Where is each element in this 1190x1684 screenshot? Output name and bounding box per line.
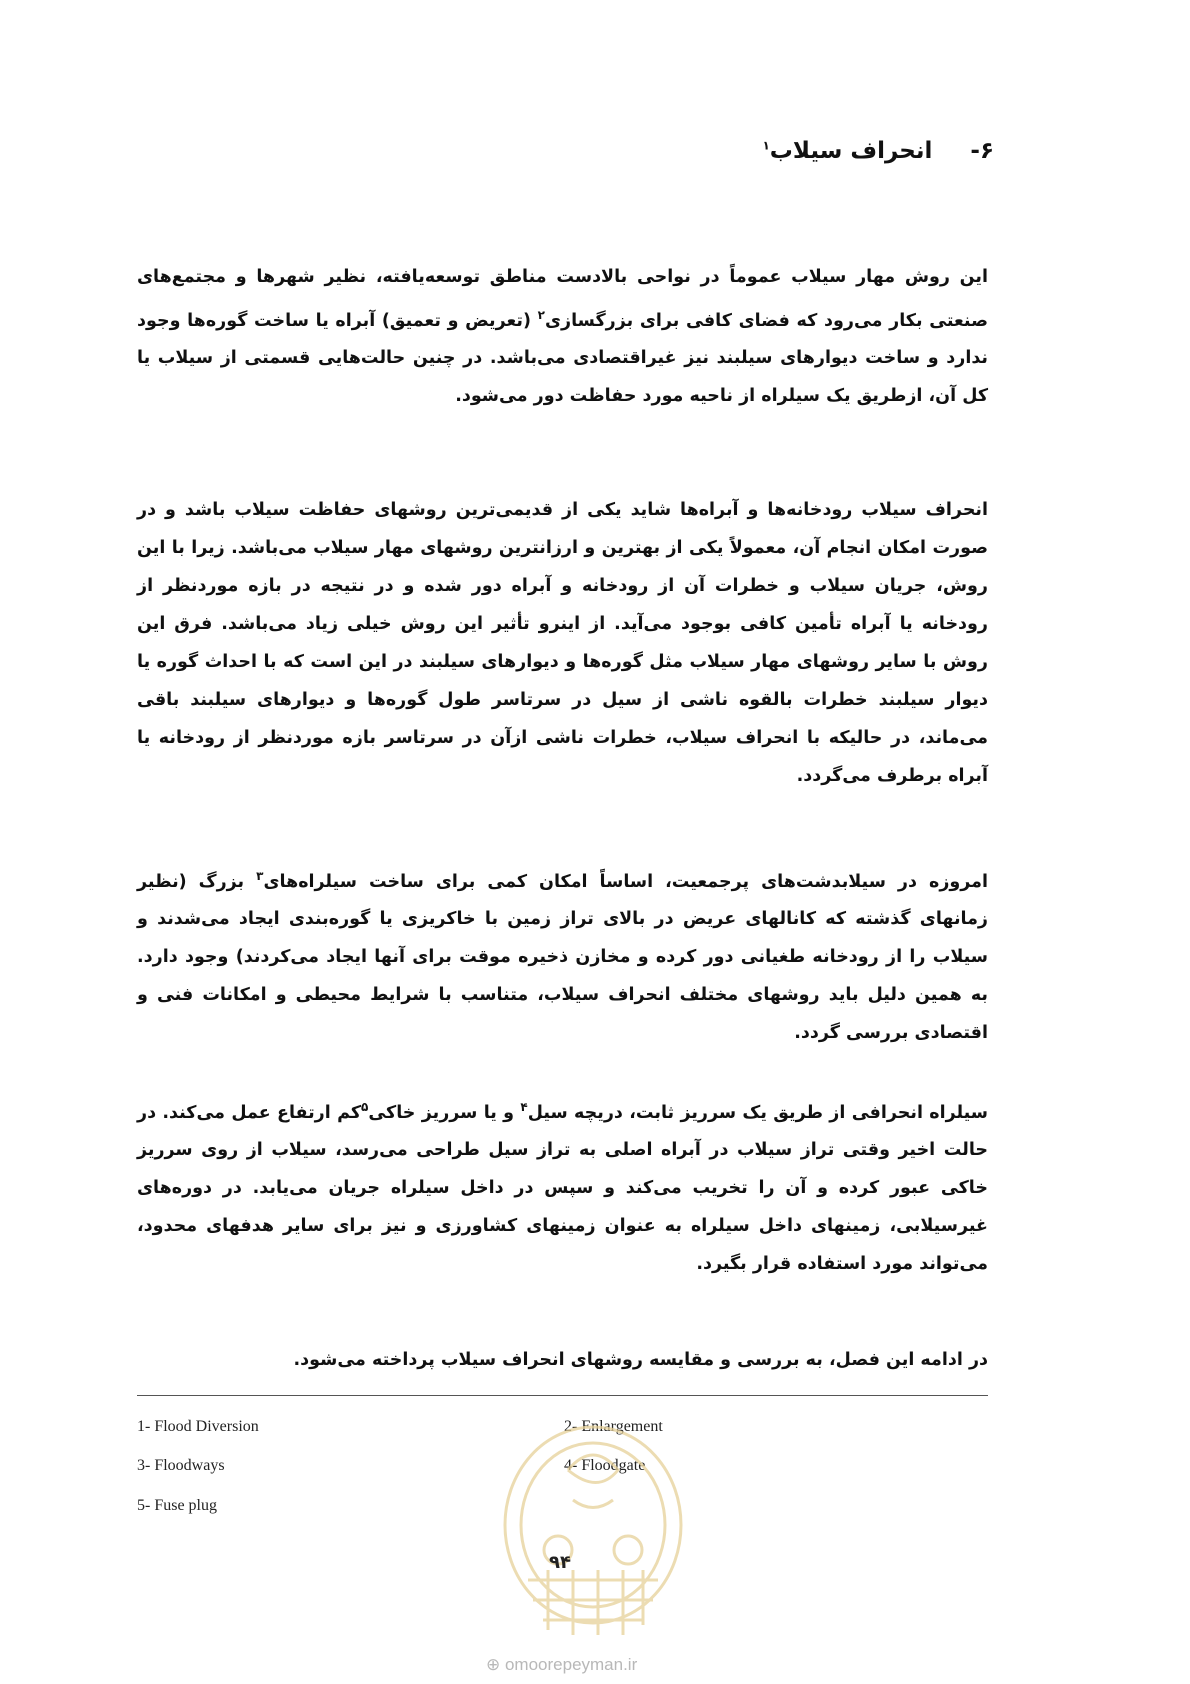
footnote-ref-4: ۴ (520, 1099, 528, 1114)
section-number: ۶- (970, 138, 994, 164)
footnote-divider (137, 1395, 988, 1396)
section-heading (762, 138, 994, 164)
watermark-site: ⊕ omoorepeyman.ir (486, 1655, 638, 1674)
footnote-ref-3: ۳ (256, 868, 264, 883)
paragraph-2: انحراف سیلاب رودخانه‌ها و آبراه‌ها شاید یکی از قدیمی‌ترین روشهای حفاظت سیلاب باشد و در صورت امکان انجام آن، معمولاً یکی از بهترین و ارزانترین روشهای مهار سیلاب می‌باشد. زیرا با این روش، جریان سیلاب و خطرات آن از رودخانه و آبراه دور شده و در نتیجه در بازه موردنظر از رودخانه یا آبراه تأمین کافی بوجود می‌آید. از اینرو تأثیر این روش خیلی زیاد می‌باشد. فرق این روش با سایر روشهای مهار سیلاب مثل گوره‌ها و دیوارهای سیلبند در این است که با احداث گوره یا دیوار سیلبند خطرات بالقوه ناشی از سیل در سرتاسر طول گوره‌ها و دیوارهای سیلبند باقی می‌ماند، در حالیکه با انحراف سیلاب، خطرات ناشی ازآن در سرتاسر بازه موردنظر از رودخانه یا آبراه برطرف می‌گردد. (137, 499, 988, 786)
paragraph-4: سیلراه انحرافی از طریق یک سرریز ثابت، دریچه سیل$^۴$ و یا سرریز خاکی$^۵$کم ارتفاع عمل می‌کند. در حالت اخیر وقتی تراز سیلاب در آبراه اصلی به تراز سیل طراحی می‌رسد، سیلاب از روی سرریز خاکی عبور کرده و آن را تخریب می‌کند و سپس در داخل سیلراه جریان می‌یابد. در دوره‌های غیرسیلابی، زمینهای داخل سیلراه به عنوان زمینهای کشاورزی و نیز برای سایر هدفهای محدود، می‌تواند مورد استفاده قرار بگیرد. (137, 1099, 988, 1275)
footnote-2: 2- Enlargement (564, 1418, 663, 1435)
footnote-ref-2: ۲ (537, 307, 545, 322)
footnote-ref-5: ۵ (361, 1099, 369, 1114)
paragraph-1: این روش مهار سیلاب عموماً در نواحی بالادست مناطق توسعه‌یافته، نظیر شهرها و مجتمع‌های صنعتی بکار می‌رود که فضای کافی برای بزرگسازی$^۲$ (تعریض و تعمیق) آبراه یا ساخت گوره‌ها وجود ندارد و ساخت دیوارهای سیلبند نیز غیراقتصادی می‌باشد. در چنین حالت‌هایی قسمتی از سیلاب یا کل آن، ازطریق یک سیلراه از ناحیه مورد حفاظت دور می‌شود. (137, 266, 988, 407)
paragraph-3: امروزه در سیلابدشت‌های پرجمعیت، اساساً امکان کمی برای ساخت سیلراه‌های$^۳$ بزرگ (نظیر زمانهای گذشته که کانالهای عریض در بالای تراز زمین با خاکریزی یا گوره‌بندی ایجاد می‌شدند و سیلاب را از رودخانه طغیانی دور کرده و مخازن ذخیره موقت برای آنها ایجاد می‌کردند) وجود دارد. به همین دلیل باید روشهای مختلف انحراف سیلاب، متناسب با شرایط محیطی و امکانات فنی و اقتصادی بررسی گردد. (137, 868, 988, 1044)
page-number: ۹۴ (549, 1552, 571, 1573)
watermark-seal-icon (488, 1420, 698, 1650)
footnote-4: 4- Floodgate (564, 1457, 646, 1474)
footnote-1: 1- Flood Diversion (137, 1418, 259, 1435)
section-title: انحراف سیلاب$^۱$ (762, 138, 933, 164)
footnote-5: 5- Fuse plug (137, 1497, 217, 1514)
footnote-3: 3- Floodways (137, 1457, 225, 1474)
section-title-ref: ۱ (762, 138, 770, 153)
paragraph-5: در ادامه این فصل، به بررسی و مقایسه روشهای انحراف سیلاب پرداخته می‌شود. (293, 1349, 988, 1370)
